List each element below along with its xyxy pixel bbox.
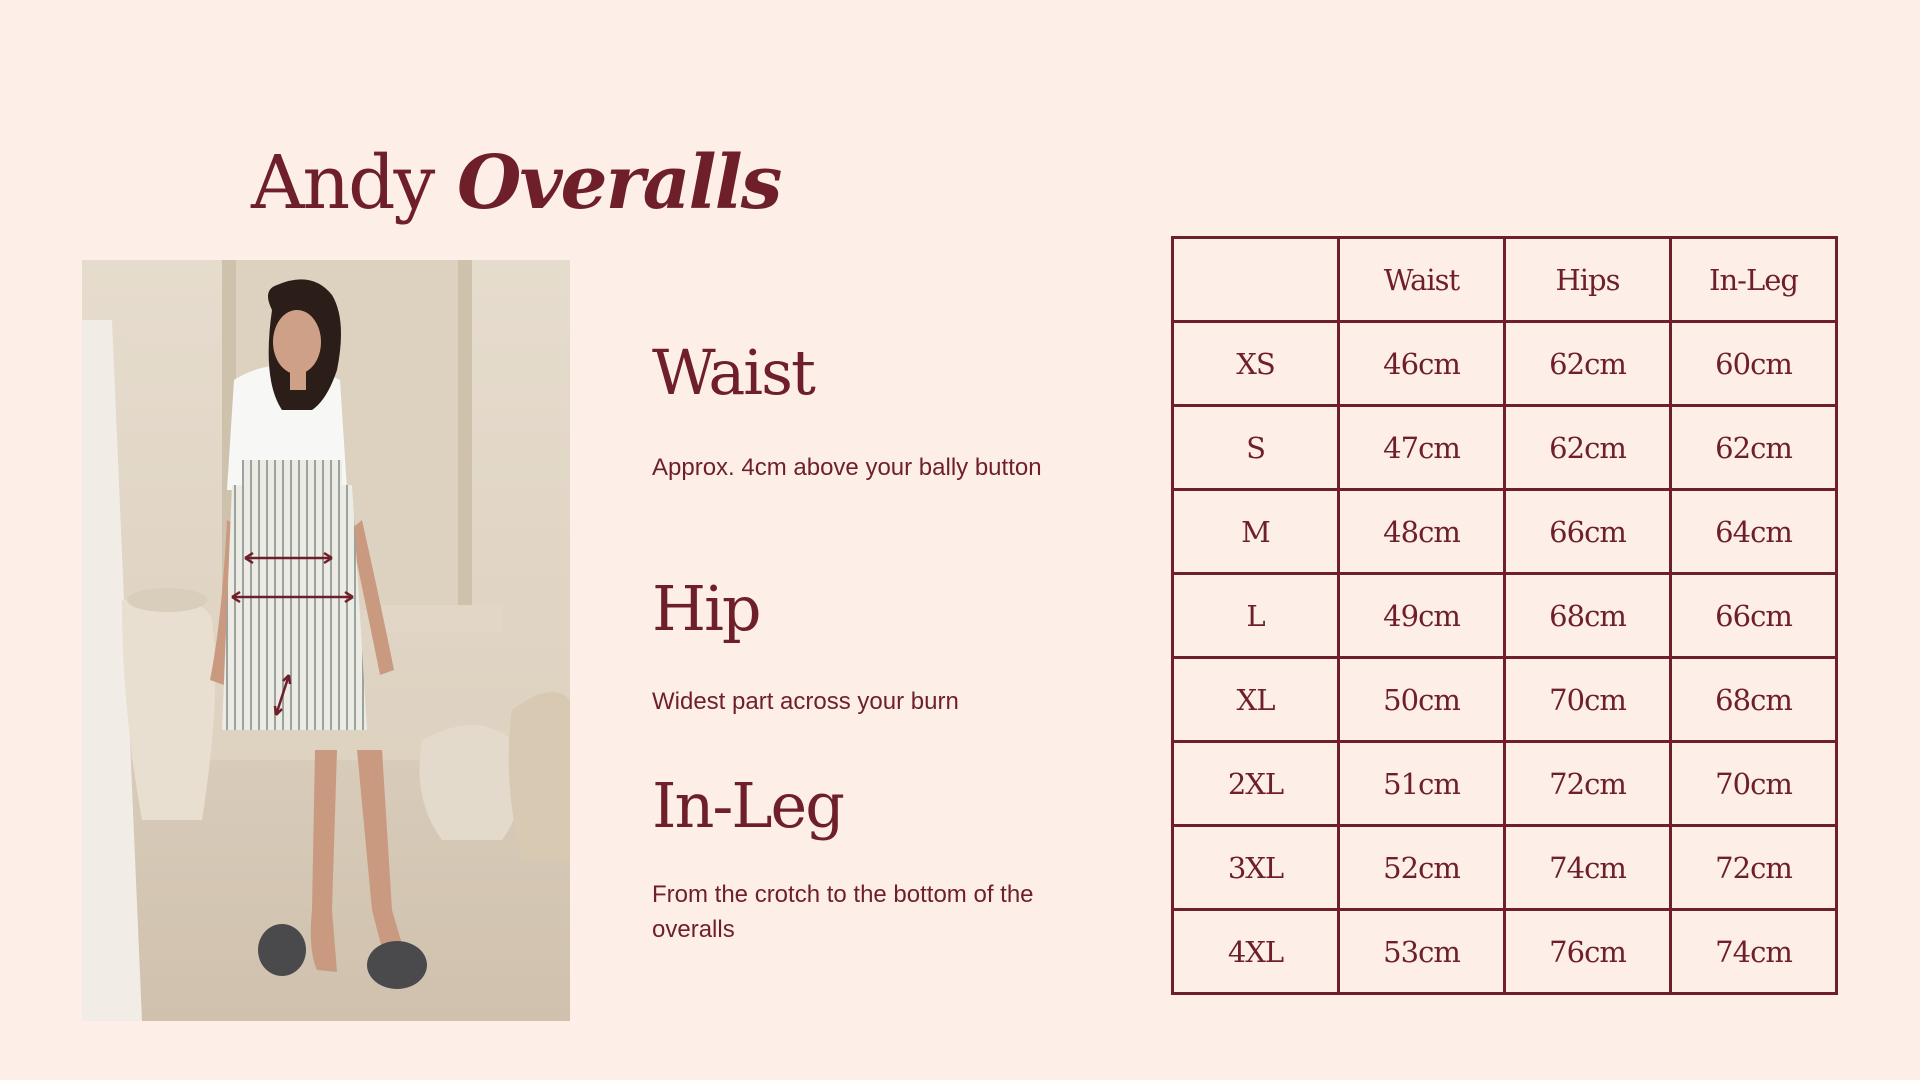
table-header-cell: Hips bbox=[1505, 238, 1671, 322]
hips-cell: 66cm bbox=[1505, 490, 1671, 574]
hips-cell: 76cm bbox=[1505, 910, 1671, 994]
table-row bbox=[1173, 574, 1837, 658]
table-row bbox=[1173, 490, 1837, 574]
table-header-cell bbox=[1173, 238, 1339, 322]
size-label-cell: XL bbox=[1173, 658, 1339, 742]
table-header-cell: Waist bbox=[1339, 238, 1505, 322]
model-photo bbox=[82, 260, 570, 1021]
size-label-cell: S bbox=[1173, 406, 1339, 490]
inleg-cell: 68cm bbox=[1671, 658, 1837, 742]
measure-hip-description: Widest part across your burn bbox=[652, 688, 959, 715]
inleg-cell: 64cm bbox=[1671, 490, 1837, 574]
waist-cell: 49cm bbox=[1339, 574, 1505, 658]
title-plain: Andy bbox=[251, 139, 434, 226]
table-header-cell: In-Leg bbox=[1671, 238, 1837, 322]
measure-hip bbox=[652, 572, 1052, 719]
inleg-cell: 60cm bbox=[1671, 322, 1837, 406]
inleg-cell: 74cm bbox=[1671, 910, 1837, 994]
measure-inleg-description: From the crotch to the bottom of the overalls bbox=[652, 881, 1034, 943]
size-label-cell: M bbox=[1173, 490, 1339, 574]
measure-waist-title: Waist bbox=[652, 336, 814, 409]
hips-cell: 74cm bbox=[1505, 826, 1671, 910]
inleg-cell: 66cm bbox=[1671, 574, 1837, 658]
measure-inleg bbox=[652, 769, 1052, 947]
hips-cell: 68cm bbox=[1505, 574, 1671, 658]
size-label-cell: XS bbox=[1173, 322, 1339, 406]
inleg-cell: 62cm bbox=[1671, 406, 1837, 490]
table-row bbox=[1173, 910, 1837, 994]
hips-cell: 72cm bbox=[1505, 742, 1671, 826]
hips-cell: 62cm bbox=[1505, 406, 1671, 490]
waist-cell: 48cm bbox=[1339, 490, 1505, 574]
hips-cell: 62cm bbox=[1505, 322, 1671, 406]
measure-hip-title: Hip bbox=[652, 572, 760, 645]
waist-cell: 46cm bbox=[1339, 322, 1505, 406]
table-header-row bbox=[1173, 238, 1837, 322]
size-label-cell: 2XL bbox=[1173, 742, 1339, 826]
size-label-cell: 4XL bbox=[1173, 910, 1339, 994]
measure-waist bbox=[652, 336, 1052, 485]
waist-cell: 53cm bbox=[1339, 910, 1505, 994]
waist-cell: 47cm bbox=[1339, 406, 1505, 490]
title-italic: Overalls bbox=[457, 139, 781, 226]
waist-cell: 52cm bbox=[1339, 826, 1505, 910]
size-label-cell: L bbox=[1173, 574, 1339, 658]
size-label-cell: 3XL bbox=[1173, 826, 1339, 910]
waist-cell: 51cm bbox=[1339, 742, 1505, 826]
size-chart-table bbox=[1171, 236, 1838, 995]
inleg-cell: 72cm bbox=[1671, 826, 1837, 910]
inleg-cell: 70cm bbox=[1671, 742, 1837, 826]
hips-cell: 70cm bbox=[1505, 658, 1671, 742]
waist-cell: 50cm bbox=[1339, 658, 1505, 742]
measure-inleg-title: In-Leg bbox=[652, 769, 843, 842]
table-row bbox=[1173, 742, 1837, 826]
measure-waist-description: Approx. 4cm above your bally button bbox=[652, 454, 1042, 481]
table-row bbox=[1173, 406, 1837, 490]
table-row bbox=[1173, 658, 1837, 742]
table-row bbox=[1173, 826, 1837, 910]
page-title bbox=[251, 139, 781, 226]
table-row bbox=[1173, 322, 1837, 406]
